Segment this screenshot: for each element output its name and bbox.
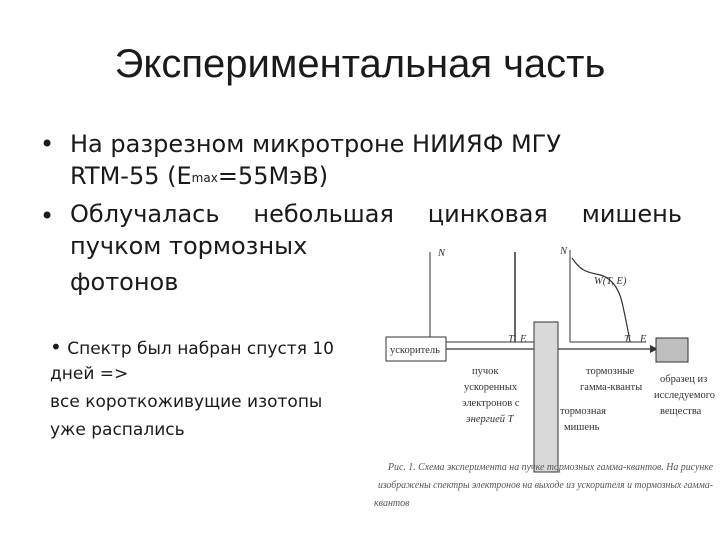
bullet-1-line-2: [70, 162, 328, 190]
bullet-dot: •: [50, 335, 62, 359]
left-axis-x-label: T: [508, 334, 514, 345]
bullet-3-text-1: Спектр был набран спустя 10: [67, 339, 334, 359]
beam-label-4: энергией T: [466, 414, 514, 425]
experiment-schematic: [360, 230, 720, 540]
sample-label-1: образец из: [660, 374, 708, 385]
bullet-1-prefix: RTM-55 (E: [70, 162, 192, 190]
sample-block: [656, 338, 688, 362]
left-axis-e-label: E: [520, 334, 527, 345]
beam-label-3: электронов с: [462, 398, 520, 409]
bullet-2-dot-row: [40, 200, 60, 236]
caption-line-3: квантов: [374, 498, 410, 509]
bullet-2-line-3: фотонов: [70, 268, 179, 296]
sample-label-2: исследуемого: [654, 390, 716, 401]
bullet-2-word: небольшая: [253, 200, 394, 228]
bullet-2-line-1: [70, 200, 682, 228]
target-block: [534, 322, 558, 472]
bullet-3-line-3: все короткоживущие изотопы: [50, 392, 323, 412]
left-axis-y-label: N: [438, 248, 446, 259]
gamma-label-2: гамма-кванты: [580, 382, 643, 393]
bullet-dot: •: [40, 130, 55, 158]
bullet-3-line-2: дней =>: [50, 364, 129, 384]
bullet-dot: •: [40, 202, 55, 230]
bullet-1-line-1: На разрезном микротроне НИИЯФ МГУ: [70, 130, 561, 158]
curve-label: W(T, E): [594, 276, 627, 287]
accelerator-label: ускоритель: [390, 345, 440, 356]
right-axis-x-label: T: [624, 334, 630, 345]
target-label-2: мишень: [564, 422, 600, 433]
bullet-3-line-1: [50, 335, 334, 361]
caption-line-2: изображены спектры электронов на выходе из ускорителя и тормозных гамма-: [378, 480, 713, 491]
bullet-2-word: мишень: [581, 200, 682, 228]
bullet-1-suffix: =55МэВ): [217, 162, 329, 190]
right-axis-e-label: E: [640, 334, 647, 345]
bullet-2-word: Облучалась: [70, 200, 220, 228]
right-axis-y-label: N: [560, 246, 568, 257]
beam-label-1: пучок: [472, 366, 499, 377]
gamma-label-1: тормозные: [586, 366, 635, 377]
sample-label-3: вещества: [660, 406, 702, 417]
bullet-3-line-4: уже распались: [50, 420, 185, 440]
bullet-2-word: цинковая: [427, 200, 548, 228]
caption-line-1: Рис. 1. Схема эксперимента на пучке тормозных гамма-квантов. На рисунке: [387, 462, 714, 473]
beam-label-2: ускоренных: [464, 382, 518, 393]
bremsstrahlung-curve: [572, 258, 630, 342]
bullet-1: [40, 128, 680, 164]
bullet-1-subscript: max: [191, 171, 218, 185]
target-label-1: тормозная: [560, 406, 606, 417]
bullet-2-line-2: пучком тормозных: [70, 232, 308, 260]
slide-title: Экспериментальная часть: [114, 42, 606, 86]
